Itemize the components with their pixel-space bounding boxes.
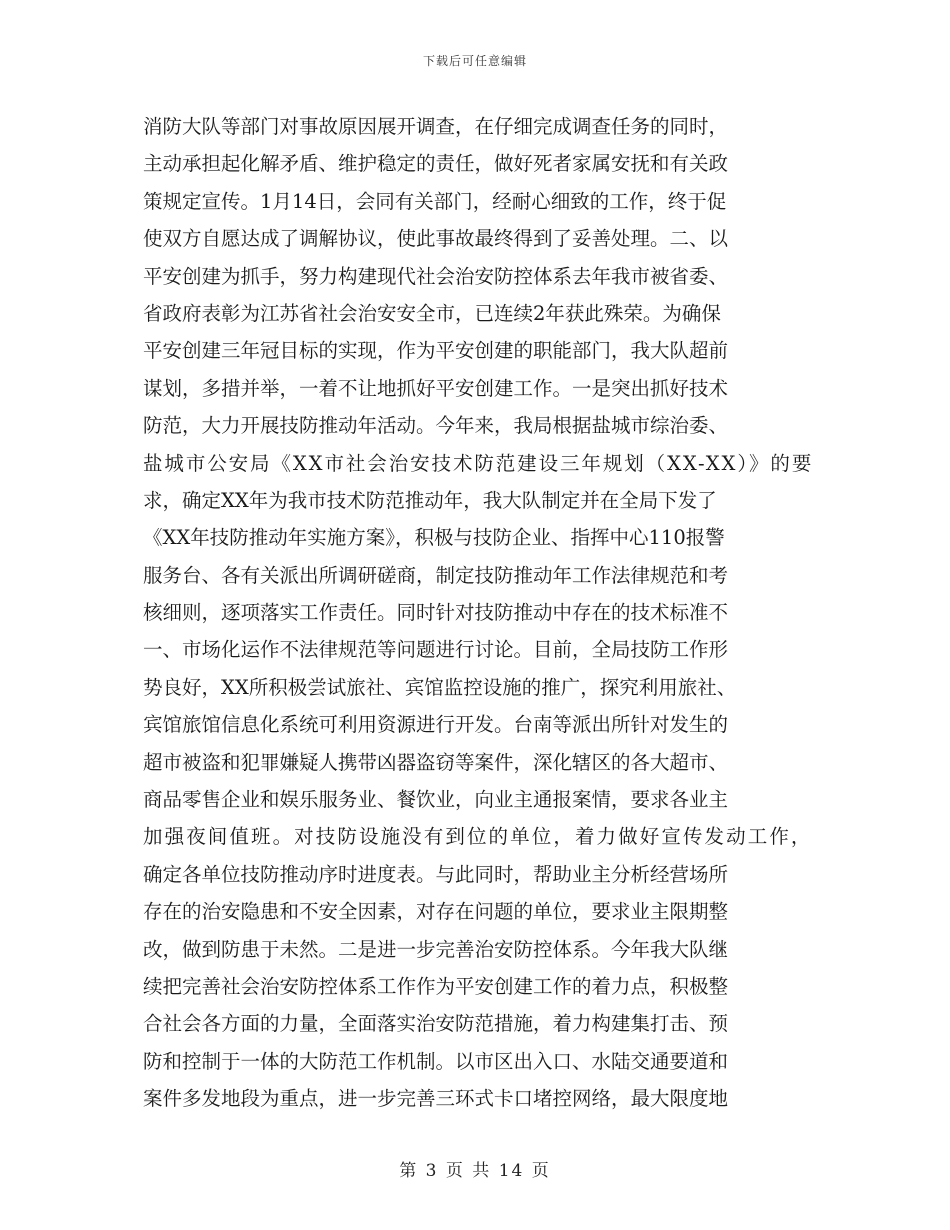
body-text-line: 确定各单位技防推动序时进度表。与此同时，帮助业主分析经营场所 [143,862,729,886]
body-text-line: 消防大队等部门对事故原因展开调查，在仔细完成调查任务的同时， [143,115,729,138]
body-text-line: 核细则，逐项落实工作责任。同时针对技防推动中存在的技术标准不 [143,601,729,625]
body-text-line: 改，做到防患于未然。二是进一步完善治安防控体系。今年我大队继 [143,937,729,961]
body-text-line: 使双方自愿达成了调解协议，使此事故最终得到了妥善处理。二、以 [143,227,729,251]
document-body [143,108,813,1118]
body-text-line: 《XX年技防推动年实施方案》，积极与技防企业、指挥中心110报警 [143,526,725,550]
body-text-line: 续把完善社会治安防控体系工作作为平安创建工作的着力点，积极整 [143,974,729,998]
body-text-line: 宾馆旅馆信息化系统可利用资源进行开发。台南等派出所针对发生的 [143,713,729,737]
body-text-line: 防和控制于一体的大防范工作机制。以市区出入口、水陆交通要道和 [143,1049,729,1073]
body-text-line: 一、市场化运作不法律规范等问题进行讨论。目前，全局技防工作形 [143,638,729,662]
body-text-line: 平安创建为抓手，努力构建现代社会治安防控体系去年我市被省委、 [143,264,729,288]
page-number-footer: 第 3 页 共 14 页 [399,1161,551,1181]
body-text-line: 案件多发地段为重点，进一步完善三环式卡口堵控网络，最大限度地 [143,1087,729,1111]
body-text-line: 合社会各方面的力量，全面落实治安防范措施，着力构建集打击、预 [143,1012,729,1036]
body-text-line: 防范，大力开展技防推动年活动。今年来，我局根据盐城市综治委、 [143,414,729,438]
body-text-line: 盐城市公安局《XX市社会治安技术防范建设三年规划（XX-XX）》的要 [143,451,814,475]
page-header-note: 下载后可任意编辑 [422,54,527,68]
body-text-line: 商品零售企业和娱乐服务业、餐饮业，向业主通报案情，要求各业主 [143,788,729,812]
body-text-line: 求，确定XX年为我市技术防范推动年，我大队制定并在全局下发了 [143,488,717,512]
body-text-line: 存在的治安隐患和不安全因素，对存在问题的单位，要求业主限期整 [143,900,729,924]
body-text-line: 平安创建三年冠目标的实现，作为平安创建的职能部门，我大队超前 [143,339,729,363]
body-text-line: 策规定宣传。1月14日，会同有关部门，经耐心细致的工作，终于促 [143,189,727,213]
body-text-line: 服务台、各有关派出所调研磋商，制定技防推动年工作法律规范和考 [143,563,729,587]
body-text-line: 主动承担起化解矛盾、维护稳定的责任，做好死者家属安抚和有关政 [143,152,729,176]
body-text-line: 势良好，XX所积极尝试旅社、宾馆监控设施的推广，探究利用旅社、 [143,675,737,699]
body-text-line: 谋划，多措并举，一着不让地抓好平安创建工作。一是突出抓好技术 [143,376,729,400]
body-text-line: 超市被盗和犯罪嫌疑人携带凶器盗窃等案件，深化辖区的各大超市、 [143,750,729,774]
body-text-line: 加强夜间值班。对技防设施没有到位的单位，着力做好宣传发动工作， [143,825,813,849]
body-text-line: 省政府表彰为江苏省社会治安安全市，已连续2年获此殊荣。为确保 [143,301,721,325]
